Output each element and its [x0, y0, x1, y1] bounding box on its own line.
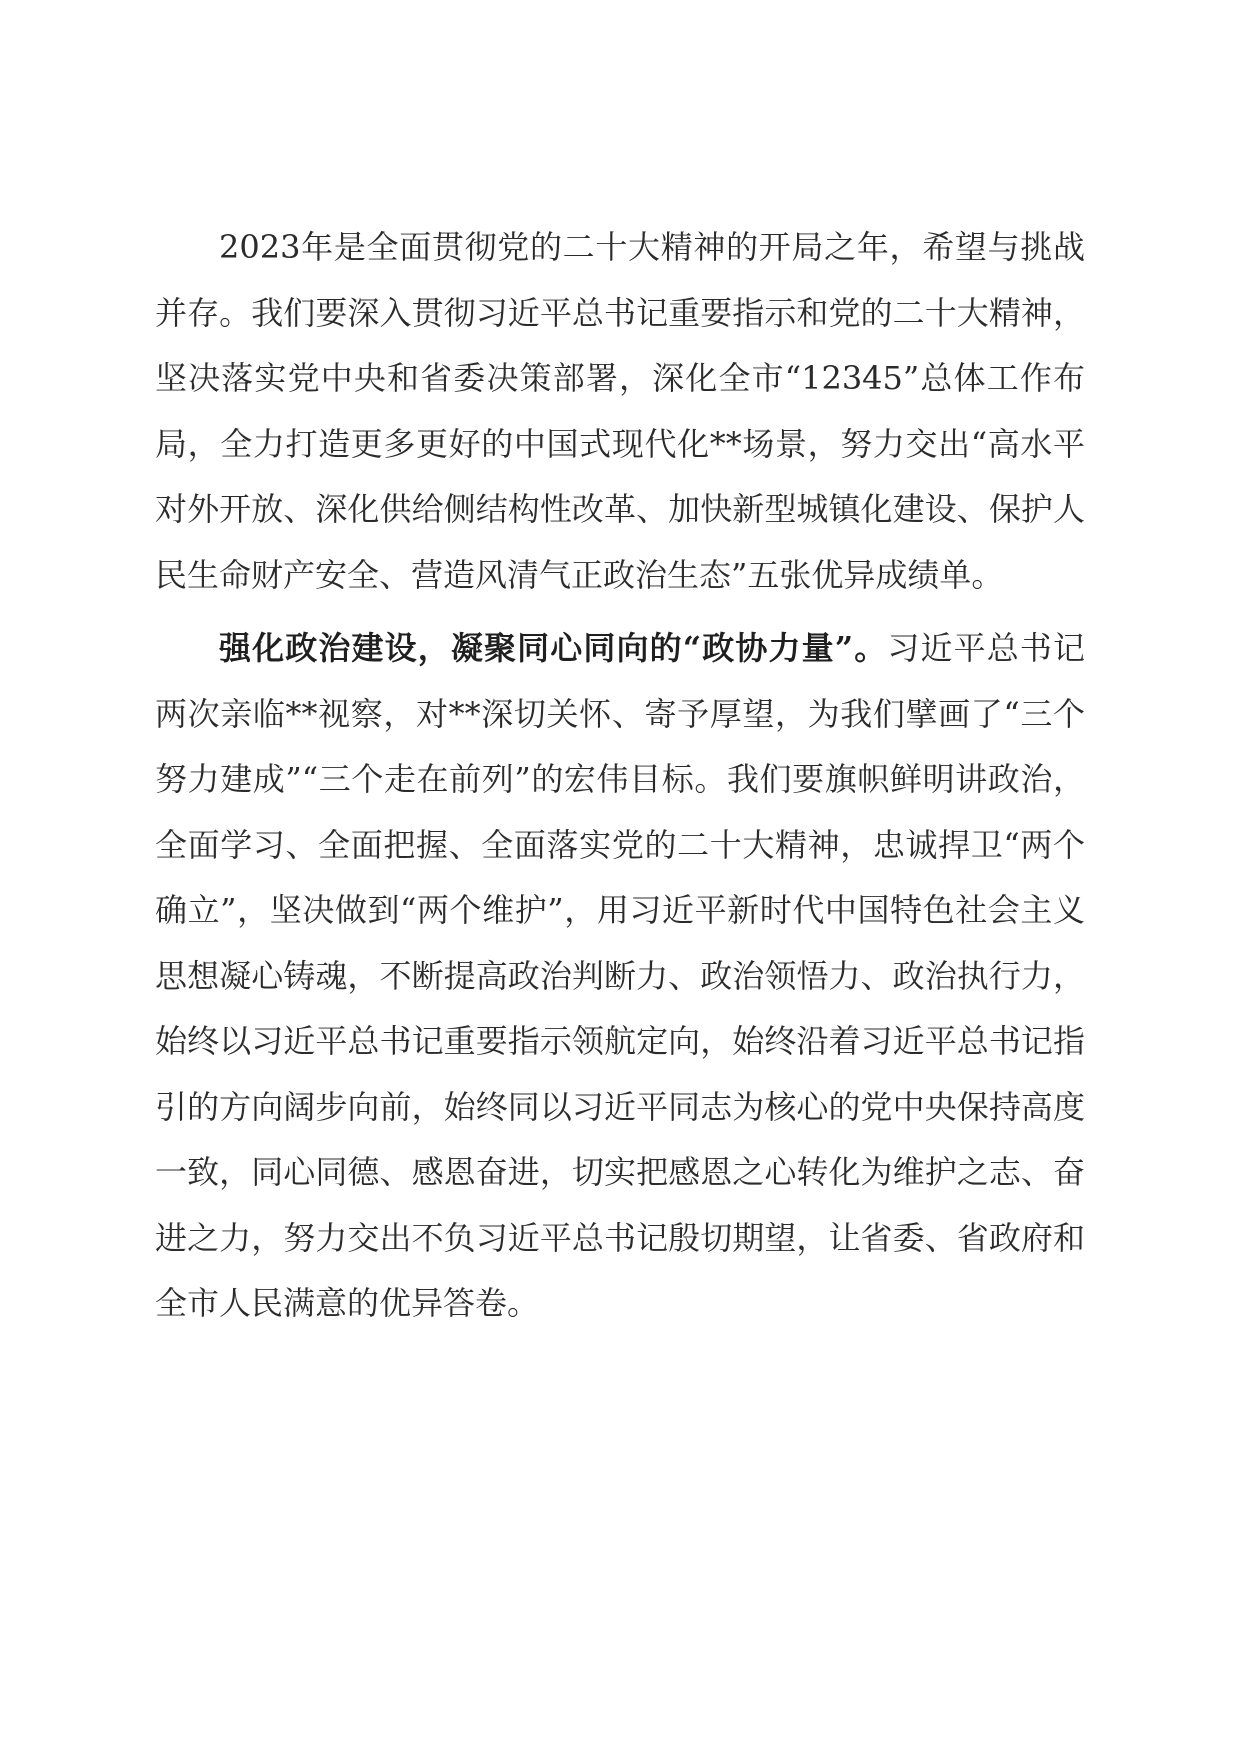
- paragraph-intro-text: 2023年是全面贯彻党的二十大精神的开局之年，希望与挑战并存。我们要深入贯彻习近平总书记重要指示和党的二十大精神，坚决落实党中央和省委决策部署，深化全市“12345”总体工作布局，全力打造更多更好的中国式现代化**场景，努力交出“高水平对外开放、深化供给侧结构性改革、加快新型城镇化建设、保护人民生命财产安全、营造风清气正政治生态”五张优异成绩单。: [155, 228, 1085, 594]
- paragraph-heading: 强化政治建设，凝聚同心同向的“政协力量”。: [219, 629, 888, 667]
- paragraph-body-text: 习近平总书记两次亲临**视察，对**深切关怀、寄予厚望，为我们擘画了“三个努力建成”“三个走在前列”的宏伟目标。我们要旗帜鲜明讲政治，全面学习、全面把握、全面落实党的二十大精神，忠诚捍卫“两个确立”，坚决做到“两个维护”，用习近平新时代中国特色社会主义思想凝心铸魂，不断提高政治判断力、政治领悟力、政治执行力，始终以习近平总书记重要指示领航定向，始终沿着习近平总书记指引的方向阔步向前，始终同以习近平同志为核心的党中央保持高度一致，同心同德、感恩奋进，切实把感恩之心转化为维护之志、奋进之力，努力交出不负习近平总书记殷切期望，让省委、省政府和全市人民满意的优异答卷。: [155, 629, 1085, 1322]
- paragraph-intro: [155, 215, 1085, 608]
- document-body: [155, 215, 1085, 1337]
- paragraph-political-construction: [155, 616, 1085, 1337]
